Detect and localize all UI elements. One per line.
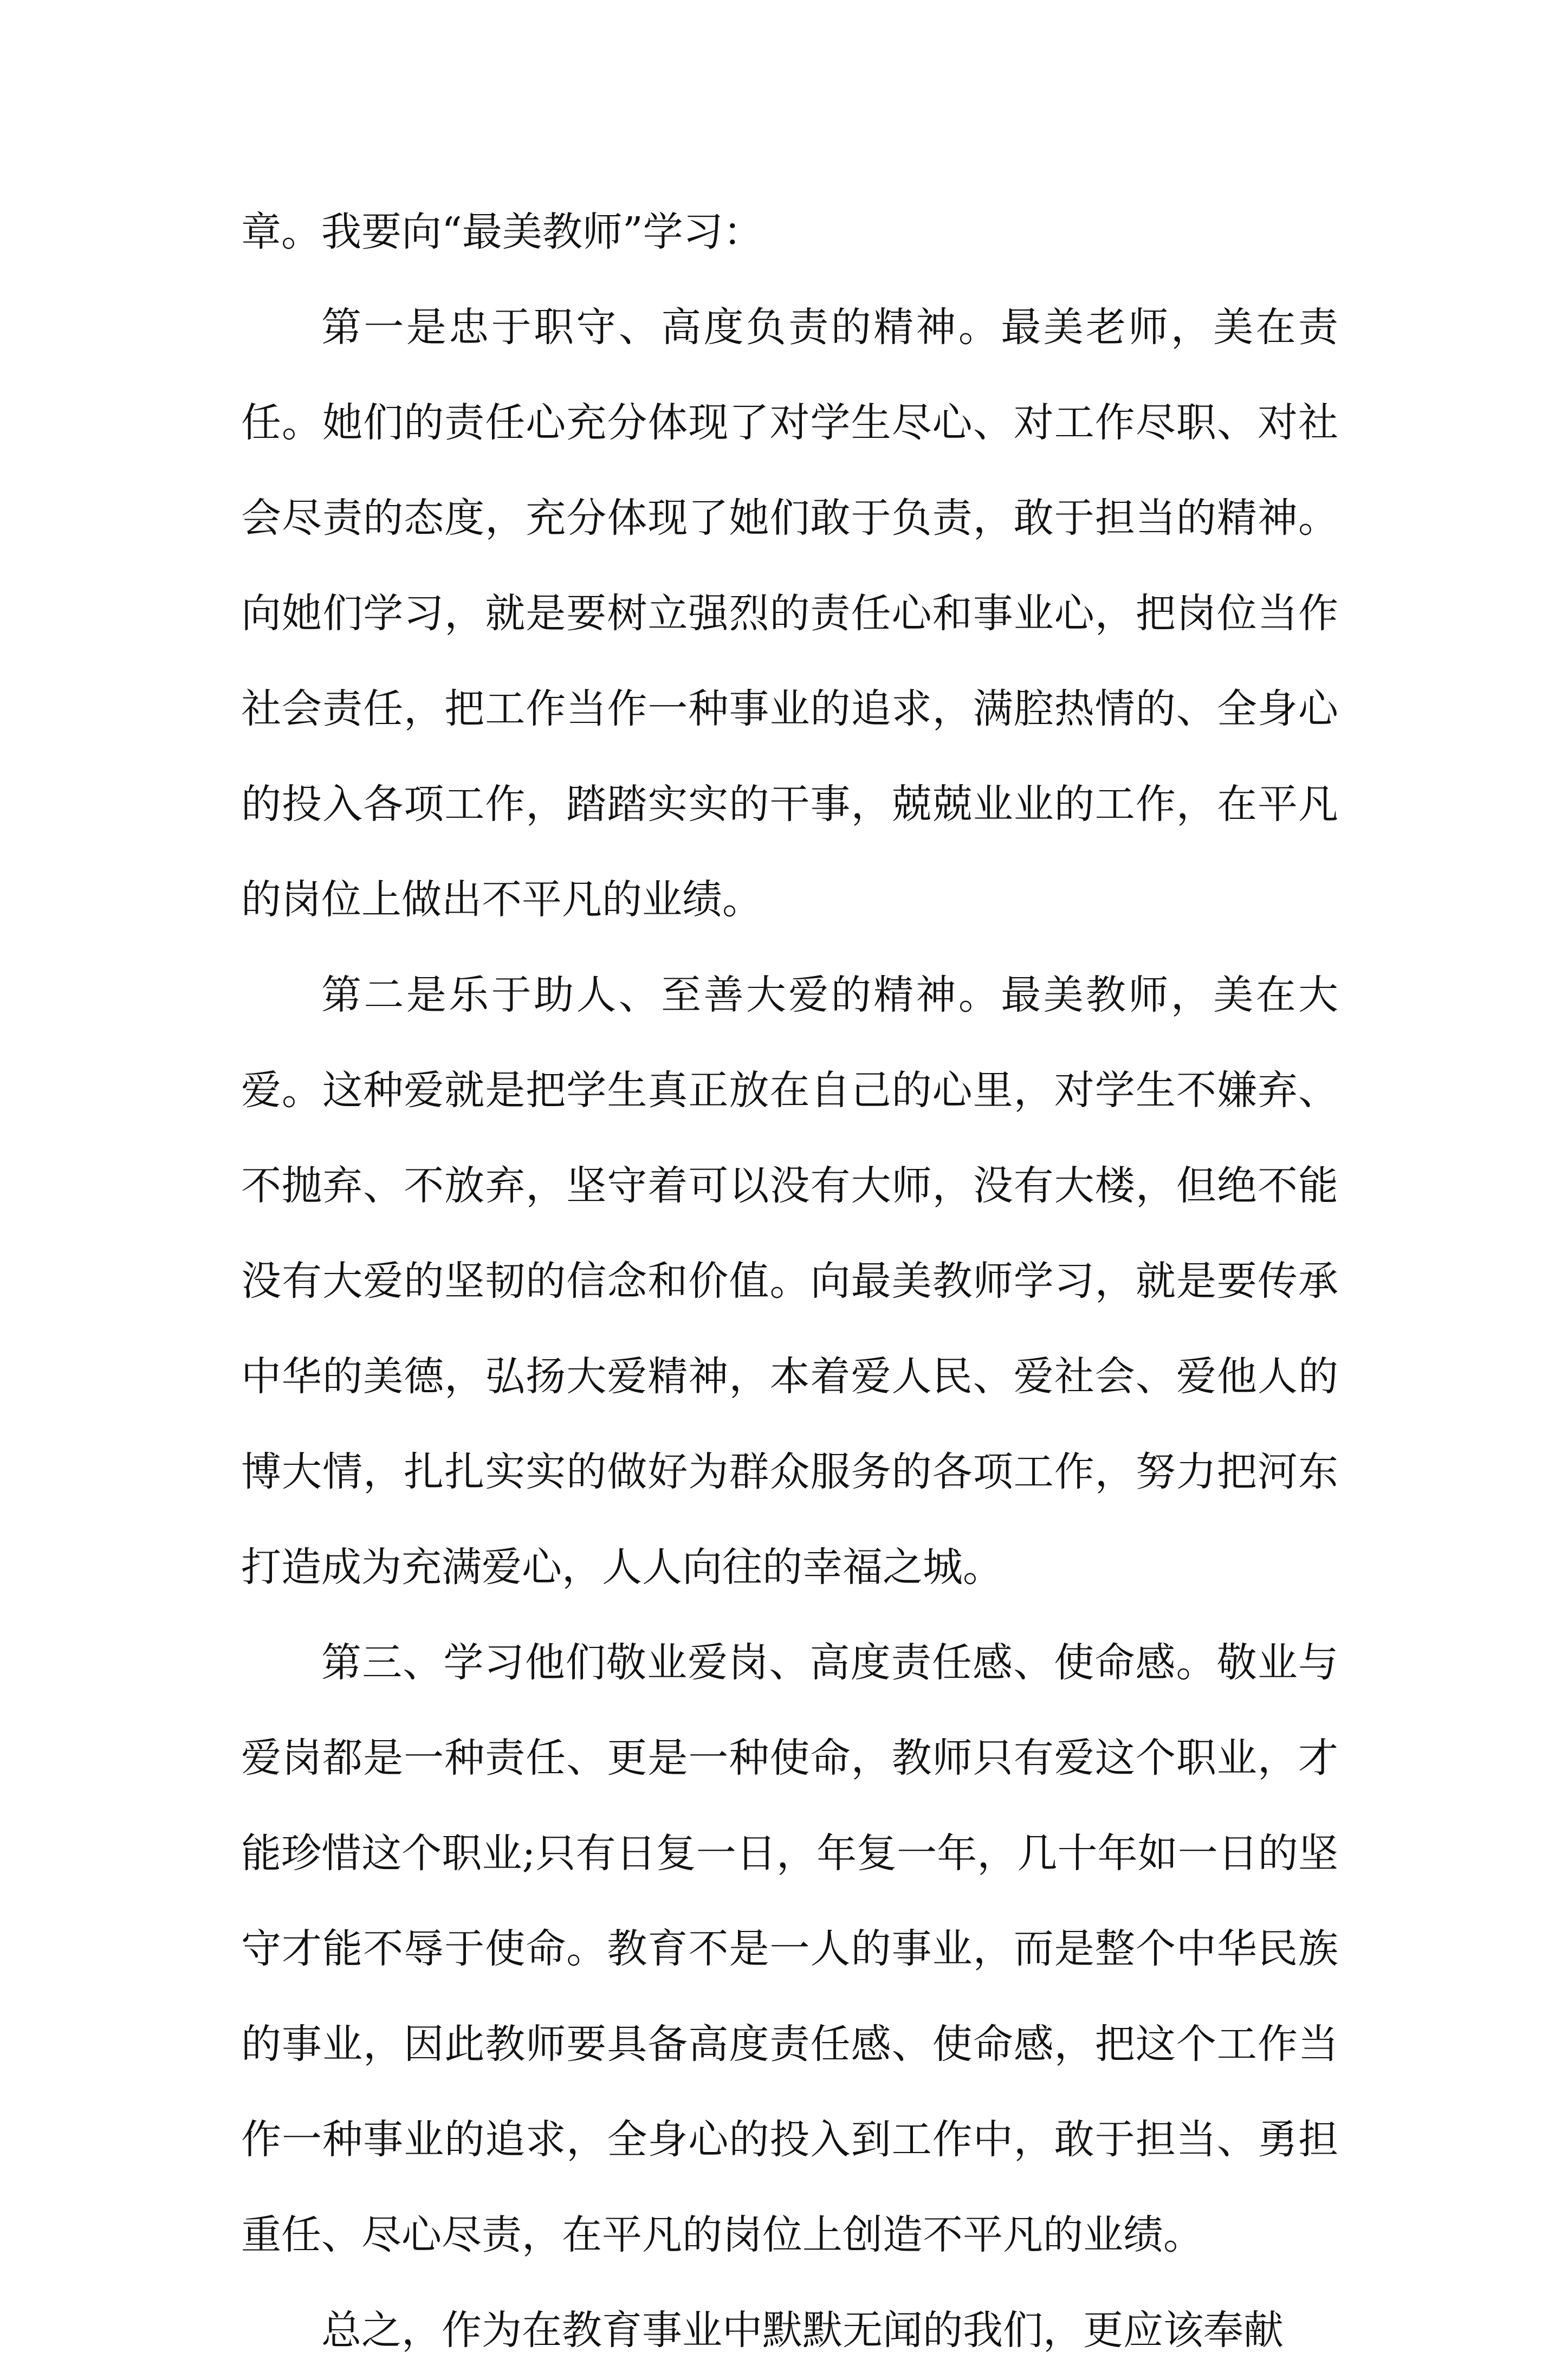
body-text (241, 184, 1338, 2378)
paragraph-second-spirit: 第二是乐于助人、至善大爱的精神。最美教师，美在大爱。这种爱就是把学生真正放在自己的心里，对学生不嫌弃、不抛弃、不放弃，坚守着可以没有大师，没有大楼，但绝不能没有大爱的坚韧的信念和价值。向最美教师学习，就是要传承中华的美德，弘扬大爱精神，本着爱人民、爱社会、爱他人的博大情，扎扎实实的做好为群众服务的各项工作，努力把河东打造成为充满爱心，人人向往的幸福之城。 (241, 972, 1338, 1591)
paragraph-first-spirit: 第一是忠于职守、高度负责的精神。最美老师，美在责任。她们的责任心充分体现了对学生尽心、对工作尽职、对社会尽责的态度，充分体现了她们敢于负责，敢于担当的精神。向她们学习，就是要树立强烈的责任心和事业心，把岗位当作社会责任，把工作当作一种事业的追求，满腔热情的、全身心的投入各项工作，踏踏实实的干事，兢兢业业的工作，在平凡的岗位上做出不平凡的业绩。 (241, 304, 1338, 923)
paragraph-third-spirit: 第三、学习他们敬业爱岗、高度责任感、使命感。敬业与爱岗都是一种责任、更是一种使命，教师只有爱这个职业，才能珍惜这个职业;只有日复一日，年复一年，几十年如一日的坚守才能不辱于使命。教育不是一人的事业，而是整个中华民族的事业，因此教师要具备高度责任感、使命感，把这个工作当作一种事业的追求，全身心的投入到工作中，敢于担当、勇担重任、尽心尽责，在平凡的岗位上创造不平凡的业绩。 (241, 1639, 1338, 2258)
paragraph-continuation: 章。我要向“最美教师”学习： (241, 209, 763, 255)
paragraph-conclusion: 总之，作为在教育事业中默默无闻的我们，更应该奉献 (321, 2307, 1284, 2354)
